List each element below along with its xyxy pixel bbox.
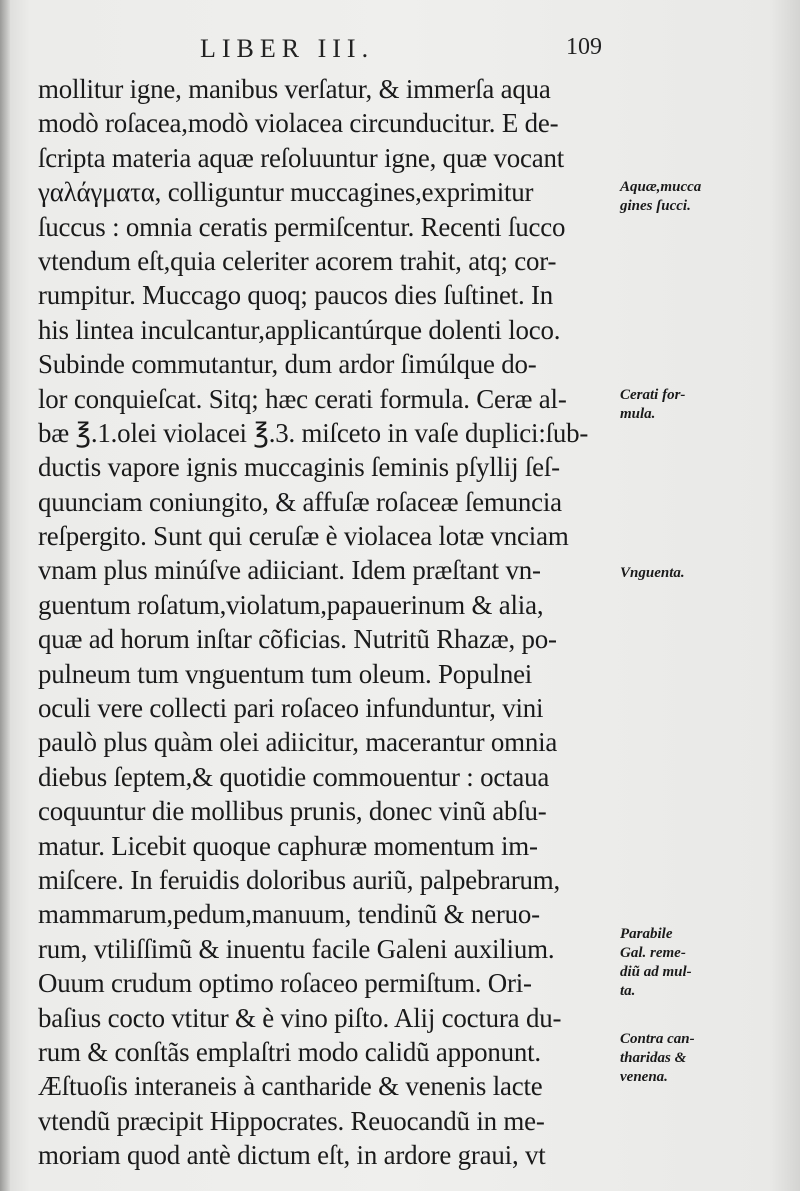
text-line: pulneum tum vnguentum tum oleum. Populnei (38, 658, 533, 689)
text-line: oculi vere collecti pari roſaceo infunduntur, vini (38, 693, 544, 724)
text-line: vtendũ præcipit Hippocrates. Reuocandũ in me- (38, 1105, 545, 1136)
text-line: rum & conſtãs emplaſtri modo calidũ apponunt. (38, 1036, 541, 1067)
text-line: baſius cocto vtitur & è vino piſto. Alij coctura du- (38, 1002, 562, 1033)
margin-note-line: ta. (620, 983, 636, 999)
text-line: moriam quod antè dictum eſt, in ardore graui, vt (38, 1140, 546, 1171)
margin-note-line: Contra can- (620, 1031, 695, 1047)
page-header (0, 34, 800, 74)
text-line: mollitur igne, manibus verſatur, & immerſa aqua (38, 74, 551, 104)
margin-note-line: tharidas & (620, 1050, 687, 1066)
page-gutter (0, 0, 10, 1191)
margin-note-line: Gal. reme- (620, 945, 686, 961)
margin-note-line: diũ ad mul- (620, 964, 692, 980)
text-line: coquuntur die mollibus prunis, donec vinũ abſu- (38, 796, 547, 827)
text-line: vtendum eſt,quia celeriter acorem trahit, atq; cor- (38, 245, 557, 276)
main-text-block (38, 72, 628, 1173)
margin-note-aquae (620, 178, 701, 216)
page-number: 109 (566, 34, 602, 60)
text-line: diebus ſeptem,& quotidie commouentur : octaua (38, 761, 550, 792)
text-line: quunciam coniungito, & affuſæ roſaceæ ſemuncia (38, 486, 562, 517)
text-line: bæ ℥.1.olei violacei ℥.3. miſceto in vaſe duplici:ſub- (38, 417, 589, 448)
margin-note-contra (620, 1030, 695, 1087)
margin-note-line: Cerati for- (620, 387, 686, 403)
text-line: matur. Licebit quoque caphuræ momentum im- (38, 830, 538, 861)
margin-note-line: Parabile (620, 926, 673, 942)
text-line: γαλάγματα, colliguntur muccagines,exprimitur (38, 177, 534, 208)
text-line: Subinde commutantur, dum ardor ſimúlque do- (38, 349, 537, 380)
text-line: reſpergito. Sunt qui ceruſæ è violacea lotæ vnciam (38, 521, 569, 552)
text-line: modò roſacea,modò violacea circunducitur. E de- (38, 108, 559, 139)
text-line: miſcere. In feruidis doloribus auriũ, palpebrarum, (38, 864, 561, 895)
text-line: guentum roſatum,violatum,papauerinum & alia, (38, 589, 544, 620)
margin-note-line: gines ſucci. (620, 198, 691, 214)
text-line: mammarum,pedum,manuum, tendinũ & neruo- (38, 899, 540, 930)
text-line: rum, vtiliſſimũ & inuentu facile Galeni auxilium. (38, 933, 555, 964)
text-line: ſcripta materia aquæ reſoluuntur igne, quæ vocant (38, 142, 565, 173)
text-line: quæ ad horum inſtar cõficias. Nutritũ Rhazæ, po- (38, 624, 557, 655)
running-head: LIBER III. (200, 34, 375, 63)
text-line: ductis vapore ignis muccaginis ſeminis pſyllij ſeſ- (38, 452, 560, 483)
text-line: Ouum crudum optimo roſaceo permiſtum. Ori- (38, 968, 532, 999)
margin-note-line: Aquæ,mucca (620, 179, 702, 195)
margin-note-line: venena. (620, 1069, 668, 1085)
margin-note-cerati (620, 386, 685, 424)
margin-note-line: mula. (620, 406, 656, 422)
margin-note-line: Vnguenta. (620, 565, 685, 581)
text-line: his lintea inculcantur,applicantúrque dolenti loco. (38, 314, 561, 345)
text-line: rumpitur. Muccago quoq; paucos dies ſuſtinet. In (38, 280, 554, 311)
margin-note-parabile (620, 925, 692, 1001)
margin-note-vnguenta (620, 564, 685, 583)
text-line: Æſtuoſis interaneis à cantharide & venenis lacte (38, 1071, 543, 1102)
text-line: lor conquieſcat. Sitq; hæc cerati formula. Ceræ al- (38, 383, 567, 414)
text-line: paulò plus quàm olei adiicitur, macerantur omnia (38, 727, 558, 758)
text-line: ſuccus : omnia ceratis permiſcentur. Recenti ſucco (38, 211, 566, 242)
text-line: vnam plus minúſve adiiciant. Idem præſtant vn- (38, 555, 541, 586)
